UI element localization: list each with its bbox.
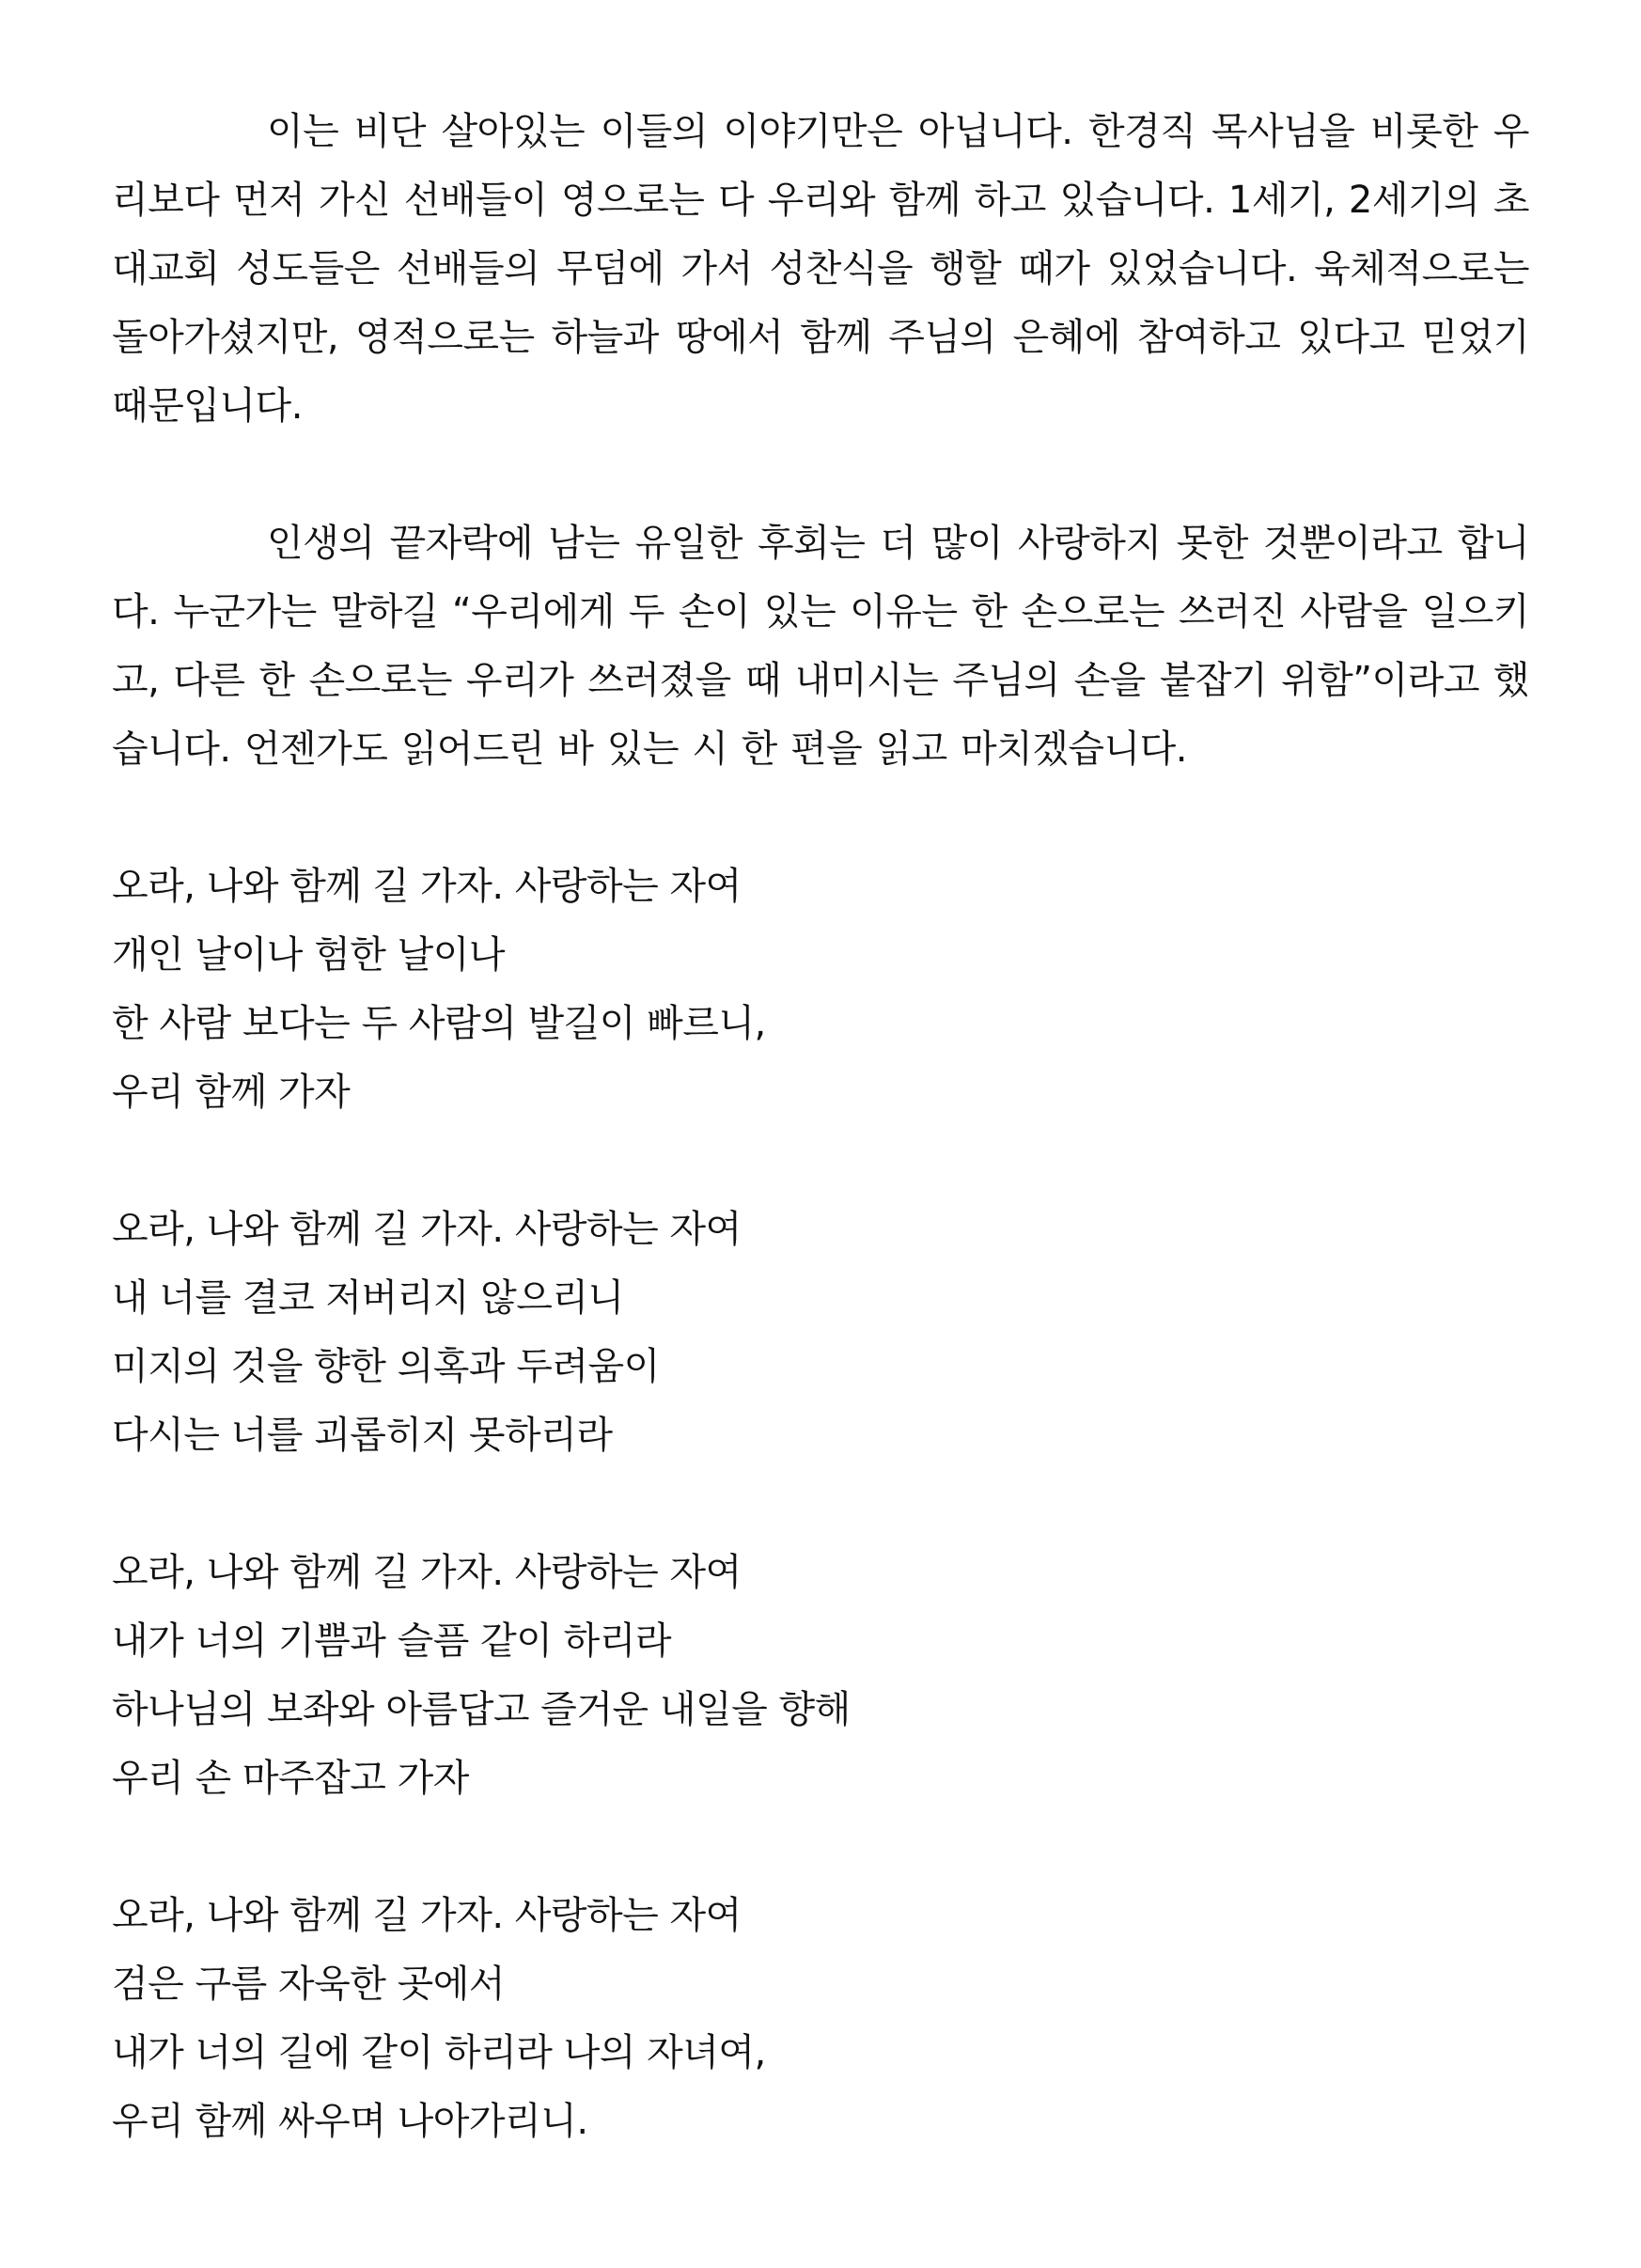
poem-line: 우리 함께 가자	[112, 1071, 351, 1114]
body-paragraph: 인생의 끝자락에 남는 유일한 후회는 더 많이 사랑하지 못한 것뿐이라고 합니다. 누군가는 말하길 “우리에게 두 손이 있는 이유는 한 손으로는 쓰러진 사람을 일으키고, 다른 한 손으로는 우리가 쓰러졌을 때 내미시는 주님의 손을 붙잡기 위함”이라고 했습니다. 언젠가도 읽어드린 바 있는 시 한 편을 읽고 마치겠습니다.	[112, 522, 1529, 771]
poem-stanza	[112, 852, 1529, 1127]
poem-line: 오라, 나와 함께 길 가자. 사랑하는 자여	[112, 1208, 742, 1251]
poem-line: 우리 함께 싸우며 나아가리니.	[112, 2100, 588, 2143]
poem-stanza	[112, 1882, 1529, 2156]
poem-line: 오라, 나와 함께 길 가자. 사랑하는 자여	[112, 1551, 742, 1594]
poem-line: 내 너를 결코 저버리지 않으리니	[112, 1276, 624, 1320]
poem-line: 우리 손 마주잡고 가자	[112, 1757, 469, 1800]
poem-line: 다시는 너를 괴롭히지 못하리라	[112, 1414, 613, 1457]
poem-line: 한 사람 보다는 두 사람의 발길이 빠르니,	[112, 1002, 766, 1045]
poem-line: 개인 날이나 험한 날이나	[112, 933, 506, 977]
poem-line: 검은 구름 자욱한 곳에서	[112, 1963, 506, 2006]
poem-stanza	[112, 1196, 1529, 1470]
poem-line: 내가 너의 길에 같이 하리라 나의 자녀여,	[112, 2031, 766, 2074]
poem-line: 오라, 나와 함께 길 가자. 사랑하는 자여	[112, 865, 742, 908]
poem-stanza	[112, 1539, 1529, 1813]
body-paragraph: 이는 비단 살아있는 이들의 이야기만은 아닙니다. 한경직 목사님을 비롯한 우리보다 먼저 가신 선배들이 영으로는 다 우리와 함께 하고 있습니다. 1세기, 2세기의 초대교회 성도들은 선배들의 무덤에 가서 성찬식을 행할 때가 있었습니다. 육체적으로는 돌아가셨지만, 영적으로는 하늘과 땅에서 함께 주님의 은혜에 참여하고 있다고 믿었기 때문입니다.	[112, 110, 1529, 428]
poem-line: 내가 너의 기쁨과 슬픔 같이 하리라	[112, 1619, 672, 1663]
poem-line: 하나님의 보좌와 아름답고 즐거운 내일을 향해	[112, 1688, 851, 1731]
poem-line: 오라, 나와 함께 길 가자. 사랑하는 자여	[112, 1894, 742, 1937]
poem-line: 미지의 것을 향한 의혹과 두려움이	[112, 1345, 660, 1388]
poem	[112, 852, 1529, 2156]
